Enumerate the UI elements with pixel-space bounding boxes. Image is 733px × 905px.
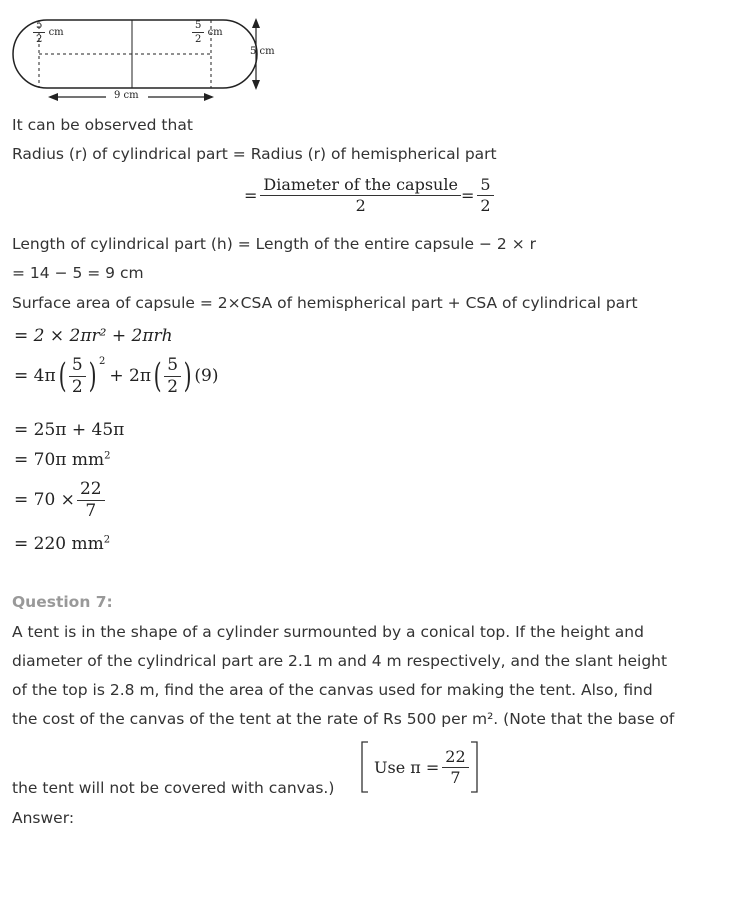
question-line-3: of the top is 2.8 m, find the area of the canvas used for making the tent. Also, find [12,681,653,699]
capsule-figure [10,14,290,106]
left-bracket-icon [360,741,370,793]
text-radius-equality: Radius (r) of cylindrical part = Radius (r) of hemispherical part [12,145,497,163]
question-line-5: the tent will not be covered with canvas.) [12,779,335,797]
text-surface-area: Surface area of capsule = 2×CSA of hemispherical part + CSA of cylindrical part [12,294,638,312]
math-step-1: = 2 × 2πr² + 2πrh [14,326,173,346]
text-length-value: = 14 − 5 = 9 cm [12,264,144,282]
math-step-5: = 70 × $\frac{22}{7}$ [14,480,105,520]
use-pi-note: Use π = $\frac{22}{7}$ [360,742,479,792]
answer-label: Answer: [12,809,75,827]
question-heading: Question 7: [12,593,113,611]
right-bracket-icon [469,741,479,793]
height-label: 5 cm [250,46,275,57]
text-length-cylinder: Length of cylindrical part (h) = Length of the entire capsule − 2 × r [12,235,537,253]
math-step-4: = 70π $mm^2$ [14,450,111,470]
math-step-3: = 25π + 45π [14,420,125,440]
math-step-6: = 220 $mm^2$ [14,534,111,554]
question-line-2: diameter of the cylindrical part are 2.1 m and 4 m respectively, and the slant height [12,652,668,670]
radius-equation: = $\frac{\text{Diameter of the capsule}}{2}$ = $\frac{5}{2}$ [244,176,494,214]
radius-label-right: $\frac{5}{2}$ cm [192,20,223,45]
text-observed: It can be observed that [12,116,193,134]
question-line-4: the cost of the canvas of the tent at the rate of Rs 500 per m². (Note that the base of [12,710,675,728]
length-label: 9 cm [114,90,139,101]
radius-label-left: $\frac{5}{2}$ cm [33,20,64,45]
math-step-2: = 4π ( $\frac{5}{2}$ ) $^2$ + 2π ( $\frac{5}{2}$ ) (9) [14,355,219,397]
question-line-1: A tent is in the shape of a cylinder surmounted by a conical top. If the height and [12,623,644,641]
